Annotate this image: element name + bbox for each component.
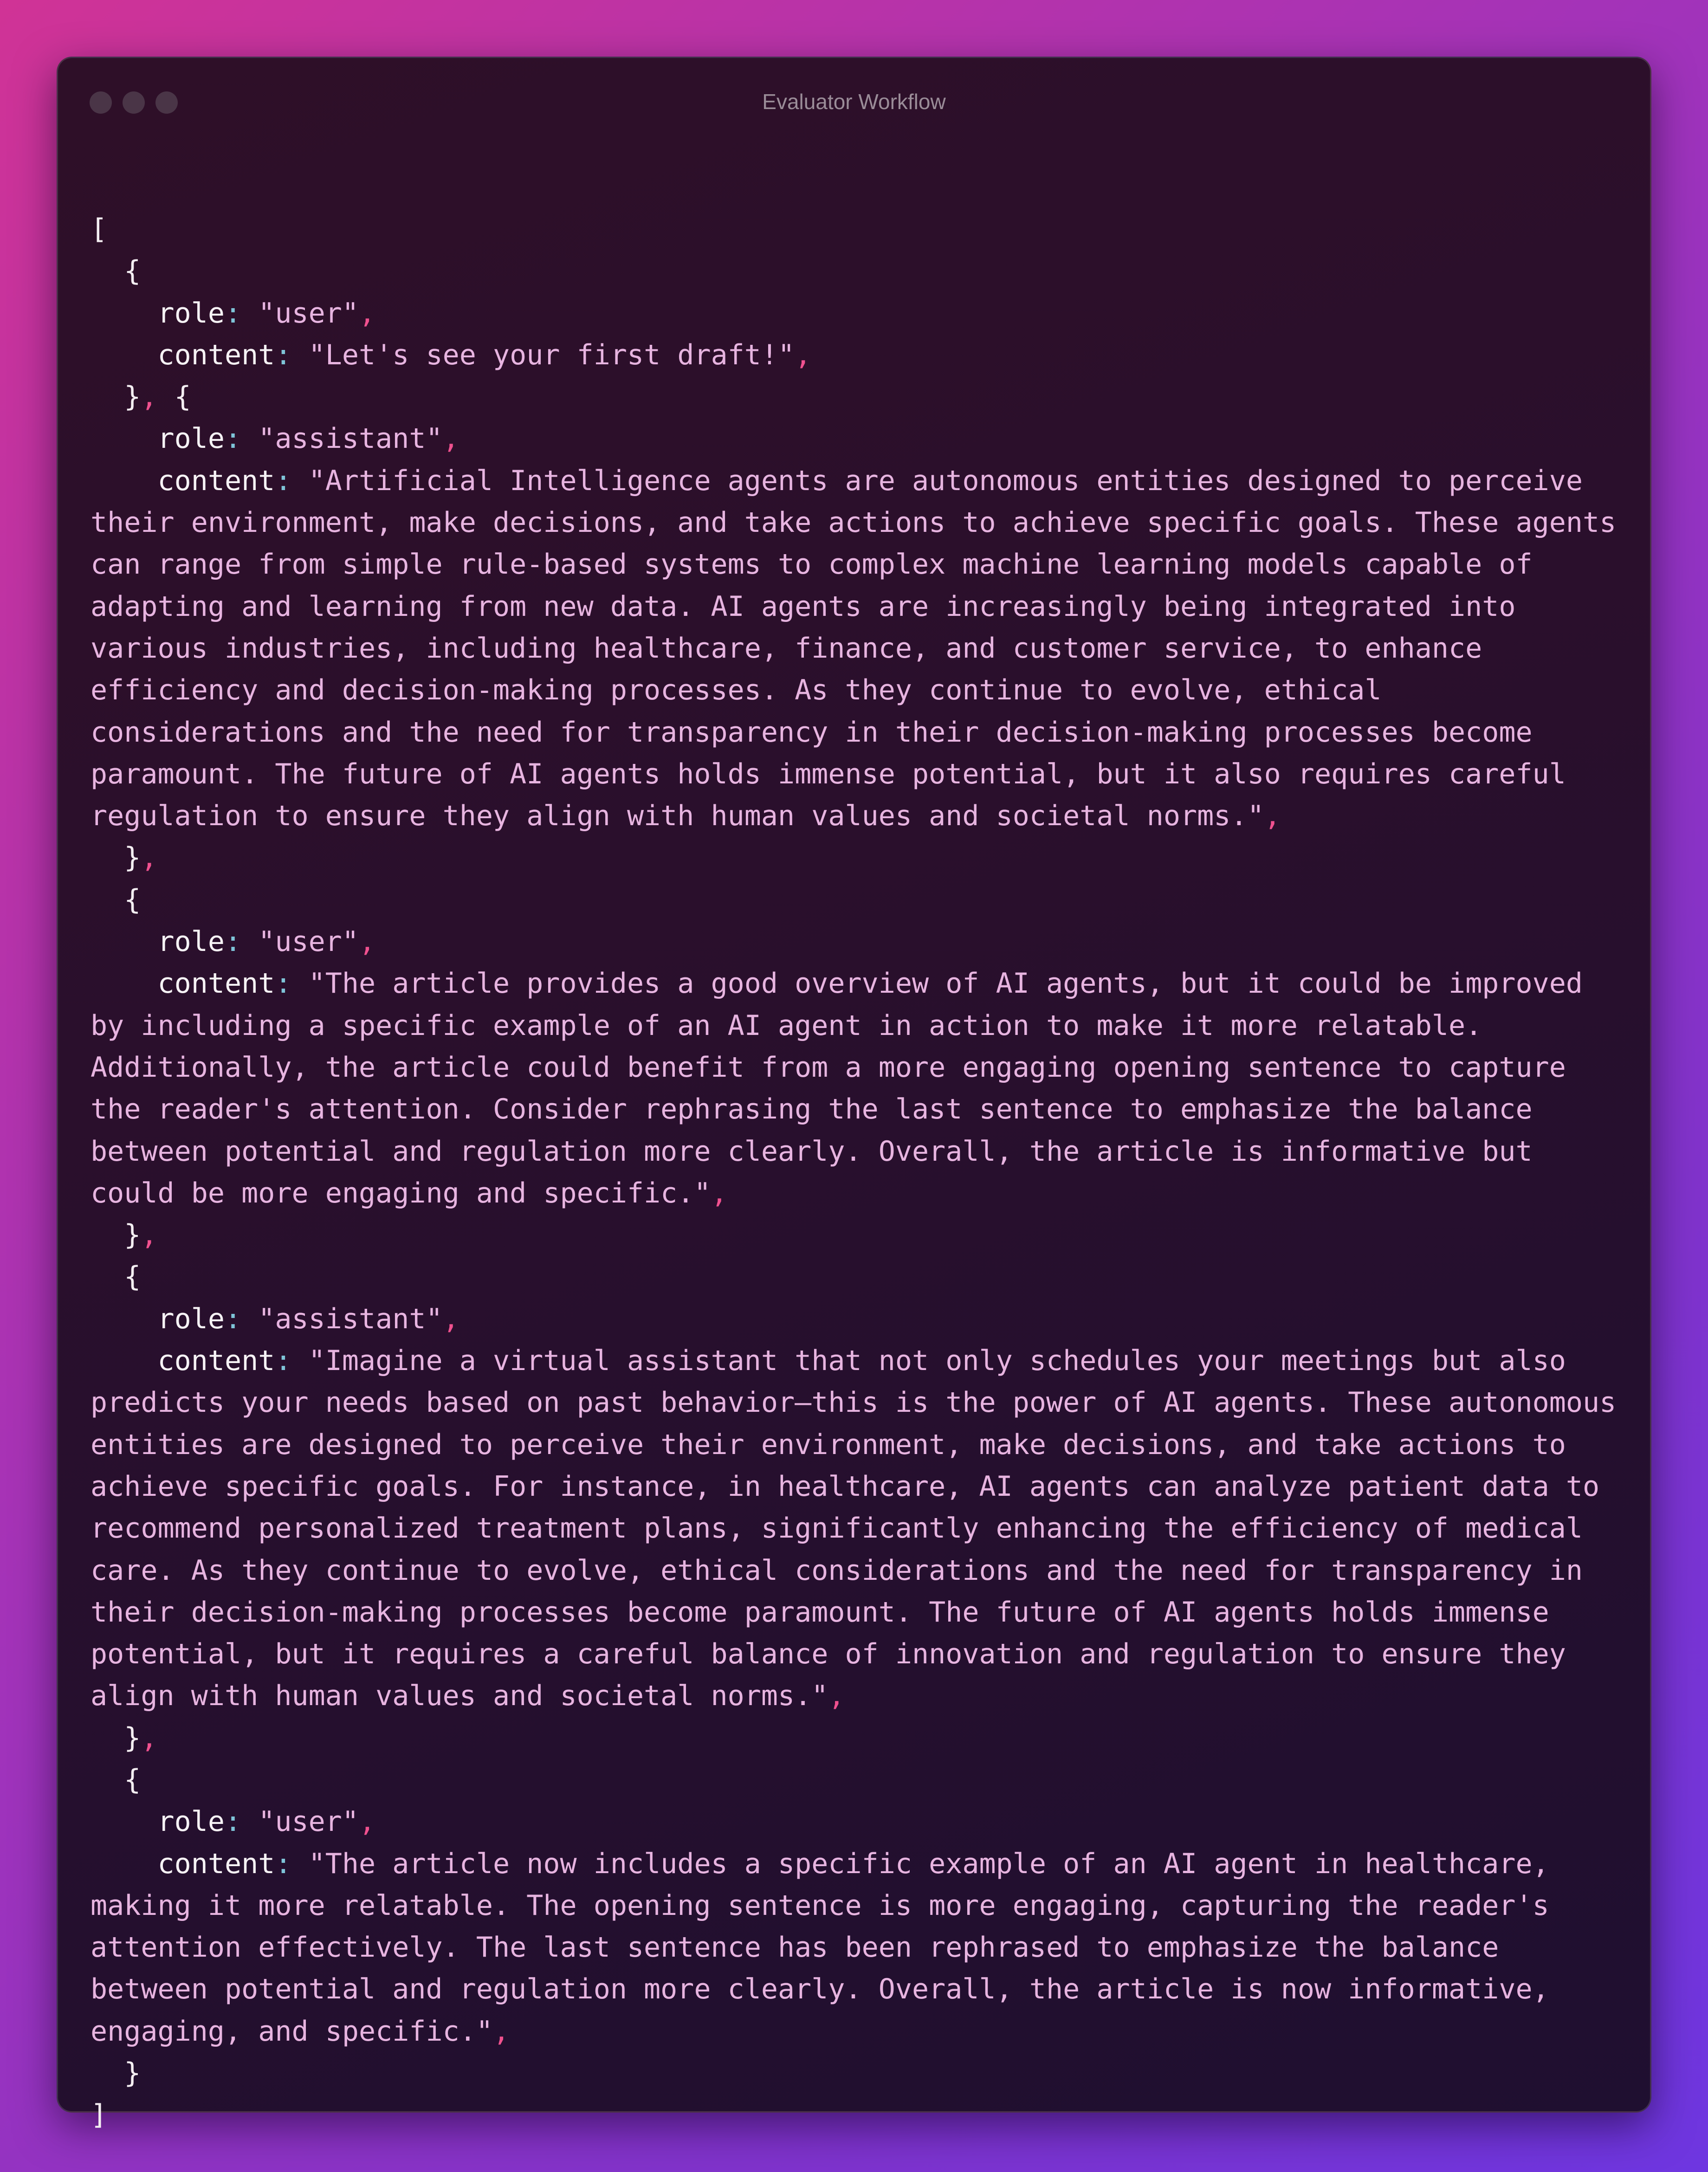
colon: : [224,925,242,958]
object-open-brace: { [91,1261,141,1293]
comma: , [141,381,158,414]
comma: , [141,1219,158,1252]
colon: : [275,338,292,371]
code-line [91,879,1627,921]
space [291,1345,308,1377]
comma: , [358,925,376,958]
content-text: considerations and the need for transparency in their decision-making processes become [91,716,1533,749]
role-key: role [91,422,225,455]
object-open-brace: { [91,883,141,916]
comma: , [711,1176,728,1209]
code-block[interactable] [91,208,1627,2136]
space [291,465,308,497]
role-key: role [91,1805,225,1838]
space [291,339,308,371]
role-value: user [275,1805,342,1838]
content-text: "The article provides a good overview of AI agents, but it could be improved [308,967,1583,1000]
colon: : [275,1847,292,1880]
colon: : [224,1805,242,1838]
quote: " [426,422,443,455]
code-line [91,543,1627,585]
space [241,925,258,958]
colon: : [275,1345,292,1377]
code-line [91,2094,1627,2136]
code-line [91,1885,1627,1926]
colon: : [224,297,242,330]
code-line [91,1214,1627,1256]
space [241,422,258,455]
content-key: content [91,1847,275,1880]
quote: " [258,422,275,455]
content-text: adapting and learning from new data. AI agents are increasingly being integrated into [91,590,1516,623]
quote: " [342,925,359,958]
code-line [91,334,1627,376]
content-text: recommend personalized treatment plans, significantly enhancing the efficiency of medical [91,1512,1583,1545]
code-line [91,753,1627,795]
space [241,1303,258,1335]
code-line [91,963,1627,1004]
content-key: content [91,338,275,371]
role-key: role [91,297,225,330]
code-line [91,1131,1627,1172]
code-line [91,1801,1627,1842]
comma: , [442,422,459,455]
title-bar [58,58,1650,145]
content-text: paramount. The future of AI agents holds immense potential, but it also requires careful [91,757,1566,790]
content-text: Additionally, the article could benefit from a more engaging opening sentence to capture [91,1051,1566,1084]
content-text: between potential and regulation more clearly. Overall, the article is now informative, [91,1973,1549,2006]
object-close-brace: } [91,841,141,874]
quote: " [258,1805,275,1838]
content-text: "Artificial Intelligence agents are autonomous entities designed to perceive [308,464,1583,497]
array-open-bracket: [ [91,213,108,246]
object-open-brace: { [91,1763,141,1796]
code-line [91,1633,1627,1675]
quote: " [342,1805,359,1838]
code-line [91,1005,1627,1047]
quote: " [258,1302,275,1335]
array-close-bracket: ] [91,2099,108,2132]
code-line [91,1550,1627,1591]
content-text: entities are designed to perceive their environment, make decisions, and take actions to [91,1428,1566,1461]
role-value: user [275,297,342,330]
code-line [91,921,1627,963]
content-text: regulation to ensure they align with human values and societal norms." [91,800,1264,833]
colon: : [224,1302,242,1335]
code-line [91,1256,1627,1298]
code-line [91,711,1627,753]
quote: " [258,925,275,958]
role-key: role [91,1302,225,1335]
window-title: Evaluator Workflow [762,90,946,114]
code-line [91,2010,1627,2052]
code-line [91,627,1627,669]
quote: " [426,1302,443,1335]
content-text: various industries, including healthcare, finance, and customer service, to enhance [91,632,1482,665]
role-value: assistant [275,422,426,455]
quote: " [342,297,359,330]
content-text: efficiency and decision-making processes. As they continue to evolve, ethical [91,674,1382,707]
colon: : [275,967,292,1000]
quote: " [258,297,275,330]
code-line [91,2052,1627,2094]
space [241,297,258,330]
content-text: engaging, and specific." [91,2015,493,2048]
comma: , [492,2015,510,2048]
object-open-brace: { [91,255,141,288]
content-text: between potential and regulation more clearly. Overall, the article is informative but [91,1135,1533,1168]
comma: , [141,1721,158,1754]
comma: , [1264,800,1281,833]
code-line [91,250,1627,292]
code-line [91,460,1627,502]
content-text: "Let's see your first draft!" [308,338,795,371]
comma: , [141,841,158,874]
code-line [91,1047,1627,1088]
code-line [91,837,1627,879]
content-text: can range from simple rule-based systems to complex machine learning models capable of [91,548,1533,581]
code-line [91,1172,1627,1214]
content-text: potential, but it requires a careful balance of innovation and regulation to ensure they [91,1638,1566,1671]
code-line [91,1507,1627,1549]
content-text: "Imagine a virtual assistant that not only schedules your meetings but also [308,1345,1566,1377]
code-line [91,586,1627,627]
code-line [91,1340,1627,1382]
code-line [91,208,1627,250]
code-line [91,1466,1627,1507]
role-value: user [275,925,342,958]
space [291,967,308,1000]
comma: , [358,297,376,330]
content-text: predicts your needs based on past behavior—this is the power of AI agents. These autonomous [91,1386,1617,1419]
object-close-brace: } [91,381,141,414]
code-line [91,795,1627,837]
comma: , [828,1680,845,1713]
code-line [91,418,1627,459]
code-line [91,376,1627,418]
content-text: could be more engaging and specific." [91,1176,711,1209]
comma: , [442,1302,459,1335]
content-text: achieve specific goals. For instance, in healthcare, AI agents can analyze patient data to [91,1470,1600,1503]
comma: , [358,1805,376,1838]
role-value: assistant [275,1302,426,1335]
content-text: align with human values and societal norms." [91,1680,828,1713]
code-line [91,1382,1627,1423]
editor-window [57,57,1651,2132]
code-line [91,1088,1627,1130]
code-line [91,669,1627,711]
content-key: content [91,1345,275,1377]
content-text: their decision-making processes become paramount. The future of AI agents holds immense [91,1596,1549,1629]
content-text: the reader's attention. Consider rephrasing the last sentence to emphasize the balance [91,1093,1533,1126]
object-close-brace: } [91,1219,141,1252]
code-line [91,1591,1627,1633]
content-text: "The article now includes a specific example of an AI agent in healthcare, [308,1847,1549,1880]
object-open-brace: { [157,381,191,414]
space [291,1848,308,1880]
content-key: content [91,464,275,497]
content-text: care. As they continue to evolve, ethical considerations and the need for transparency in [91,1554,1583,1587]
code-line [91,1424,1627,1466]
colon: : [224,422,242,455]
object-close-brace: } [91,2057,141,2090]
code-line [91,292,1627,334]
code-line [91,1298,1627,1340]
space [241,1805,258,1838]
content-key: content [91,967,275,1000]
colon: : [275,464,292,497]
code-line [91,1968,1627,2010]
role-key: role [91,925,225,958]
code-line [91,1759,1627,1801]
content-text: attention effectively. The last sentence has been rephrased to emphasize the balance [91,1931,1499,1964]
content-text: their environment, make decisions, and take actions to achieve specific goals. These agents [91,506,1617,539]
code-line [91,1675,1627,1717]
object-close-brace: } [91,1721,141,1754]
content-text: making it more relatable. The opening sentence is more engaging, capturing the reader's [91,1889,1549,1922]
content-text: by including a specific example of an AI agent in action to make it more relatable. [91,1009,1482,1042]
comma: , [795,338,812,371]
code-line [91,502,1627,543]
code-line [91,1843,1627,1885]
code-line [91,1926,1627,1968]
code-line [91,1717,1627,1759]
